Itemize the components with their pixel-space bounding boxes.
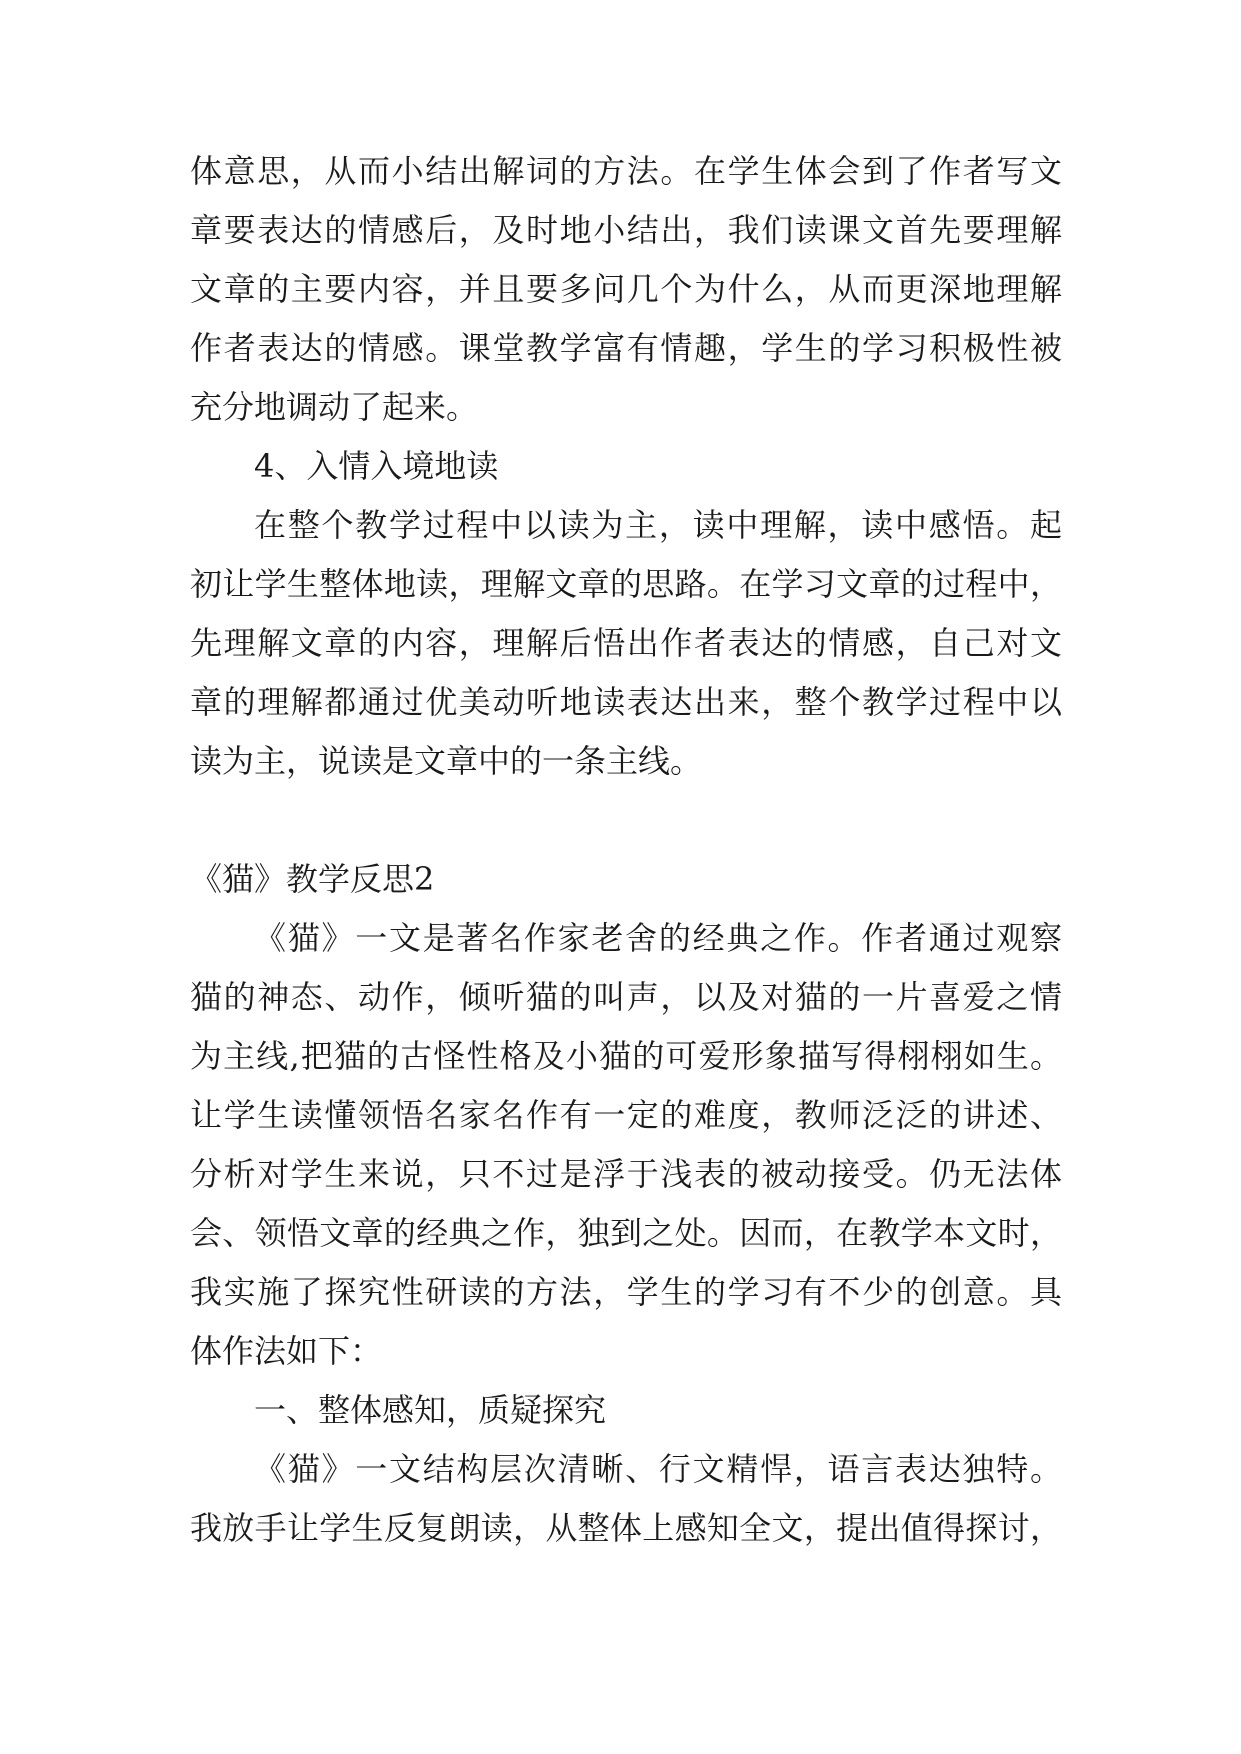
text-line: 猫的神态、动作，倾听猫的叫声，以及对猫的一片喜爱之情 <box>190 978 1062 1016</box>
text-line: 我实施了探究性研读的方法，学生的学习有不少的创意。具 <box>190 1273 1062 1311</box>
section-heading: 4、入情入境地读 <box>254 447 499 485</box>
text-line: 《猫》一文结构层次清晰、行文精悍，语言表达独特。 <box>254 1450 1062 1488</box>
text-line: 初让学生整体地读，理解文章的思路。在学习文章的过程中， <box>190 565 1062 603</box>
text-line: 充分地调动了起来。 <box>190 388 479 426</box>
text-line: 让学生读懂领悟名家名作有一定的难度，教师泛泛的讲述、 <box>190 1096 1062 1134</box>
text-line: 会、领悟文章的经典之作，独到之处。因而，在教学本文时， <box>190 1214 1062 1252</box>
text-line: 《猫》一文是著名作家老舍的经典之作。作者通过观察 <box>254 919 1062 957</box>
text-line: 文章的主要内容，并且要多问几个为什么，从而更深地理解 <box>190 270 1062 308</box>
text-line: 体作法如下： <box>190 1332 383 1370</box>
text-line: 为主线,把猫的古怪性格及小猫的可爱形象描写得栩栩如生。 <box>190 1037 1062 1075</box>
article-title: 《猫》教学反思2 <box>190 860 435 898</box>
text-line: 作者表达的情感。课堂教学富有情趣，学生的学习积极性被 <box>190 329 1062 367</box>
text-line: 在整个教学过程中以读为主，读中理解，读中感悟。起 <box>254 506 1062 544</box>
text-line: 我放手让学生反复朗读，从整体上感知全文，提出值得探讨， <box>190 1509 1062 1547</box>
text-line: 先理解文章的内容，理解后悟出作者表达的情感，自己对文 <box>190 624 1062 662</box>
text-line: 章要表达的情感后，及时地小结出，我们读课文首先要理解 <box>190 211 1062 249</box>
section-heading: 一、整体感知，质疑探究 <box>254 1391 607 1429</box>
text-line: 体意思，从而小结出解词的方法。在学生体会到了作者写文 <box>190 152 1062 190</box>
text-line: 分析对学生来说，只不过是浮于浅表的被动接受。仍无法体 <box>190 1155 1062 1193</box>
text-line: 读为主，说读是文章中的一条主线。 <box>190 742 703 780</box>
text-line: 章的理解都通过优美动听地读表达出来，整个教学过程中以 <box>190 683 1062 721</box>
